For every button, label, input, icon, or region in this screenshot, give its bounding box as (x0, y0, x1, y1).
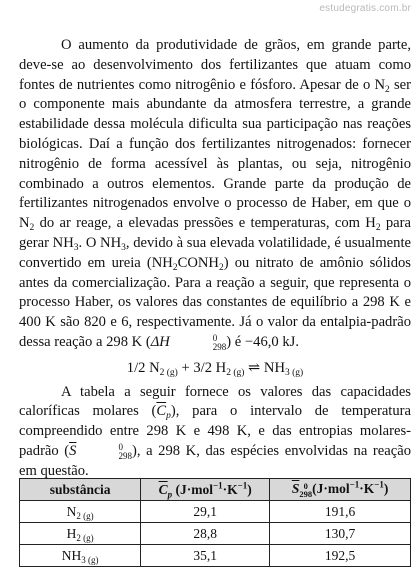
cell-cp: 29,1 (141, 501, 270, 523)
entropy-symbol: $\overline{S}$ (69, 442, 77, 459)
cell-entropy: 191,6 (270, 501, 411, 523)
enthalpy-symbol: ΔH (150, 333, 170, 350)
header-entropy: $\overline{S}$ 0 298 $(J\cdot mol^{-1}\cdot K^{-1})$ (270, 479, 411, 501)
cell-substance: $H_{2 (g)}$ (20, 523, 141, 545)
thermo-data-table (19, 478, 411, 567)
header-cp: $\overline{C}_p$ $(J\cdot mol^{-1}\cdot K^{-1})$ (141, 479, 270, 501)
cell-cp: 28,8 (141, 523, 270, 545)
intro-paragraph: O aumento da produtividade de grãos, em grande parte, deve-se ao desenvolvimento dos fertilizantes que atuam como fontes de nutrientes como nitrogênio e fósforo. Apesar de o $N_2$ ser o componente mais abundante da atmosfera terrestre, a grande estabilidade dessa molécula dificulta sua participação nas reações biológicas. Daí a função dos fertilizantes nitrogenados: fornecer nitrogênio de forma acessível às plantas, ou seja, nitrogênio combinado a outros elementos. Grande parte da produção de fertilizantes nitrogenados envolve o processo de Haber, em que o $N_2$ do ar reage, a elevadas pressões e temperaturas, com $H_2$ para gerar $NH_3$. O $NH_3$, devido à sua elevada volatilidade, é usualmente convertido em ureia $(NH_2CONH_2)$ ou nitrato de amônio sólidos antes da comercialização. Para a reação a seguir, que representa o processo Haber, os valores das constantes de equilíbrio a 298 K e 400 K são 820 e 6, respectivamente. Já o valor da entalpia-padrão dessa reação a 298 K (ΔH 0 298 ) é −46,0 kJ. (19, 37, 412, 352)
haber-equation: 1/2 $N_{2 (g)} + 3/2$ $H_{2 (g)}$ ⇌ $NH_{3 (g)}$ (126, 359, 304, 378)
cell-cp: 35,1 (141, 545, 270, 567)
table-header-row (20, 479, 411, 501)
table-row (20, 545, 411, 567)
table-row (20, 523, 411, 545)
cell-substance: $N_{2 (g)}$ (20, 501, 141, 523)
question-text (19, 36, 411, 482)
header-substance: substância (20, 479, 141, 501)
cell-substance: $NH_{3 (g)}$ (20, 545, 141, 567)
table-intro-paragraph: A tabela a seguir fornece os valores das capacidades caloríficas molares $(\overline{C}_p)$, para o intervalo de temperatura compreendido entre 298 K e 498 K, e das entropias molares-padrão ($\overline{S}$ 0 298 ), a 298 K, das espécies envolvidas na reação em questão. (19, 383, 411, 479)
cp-symbol: $\overline{C}$ (156, 403, 167, 420)
table-row (20, 501, 411, 523)
watermark: estudegratis.com.br (319, 3, 411, 14)
cell-entropy: 192,5 (270, 545, 411, 567)
cell-entropy: 130,7 (270, 523, 411, 545)
